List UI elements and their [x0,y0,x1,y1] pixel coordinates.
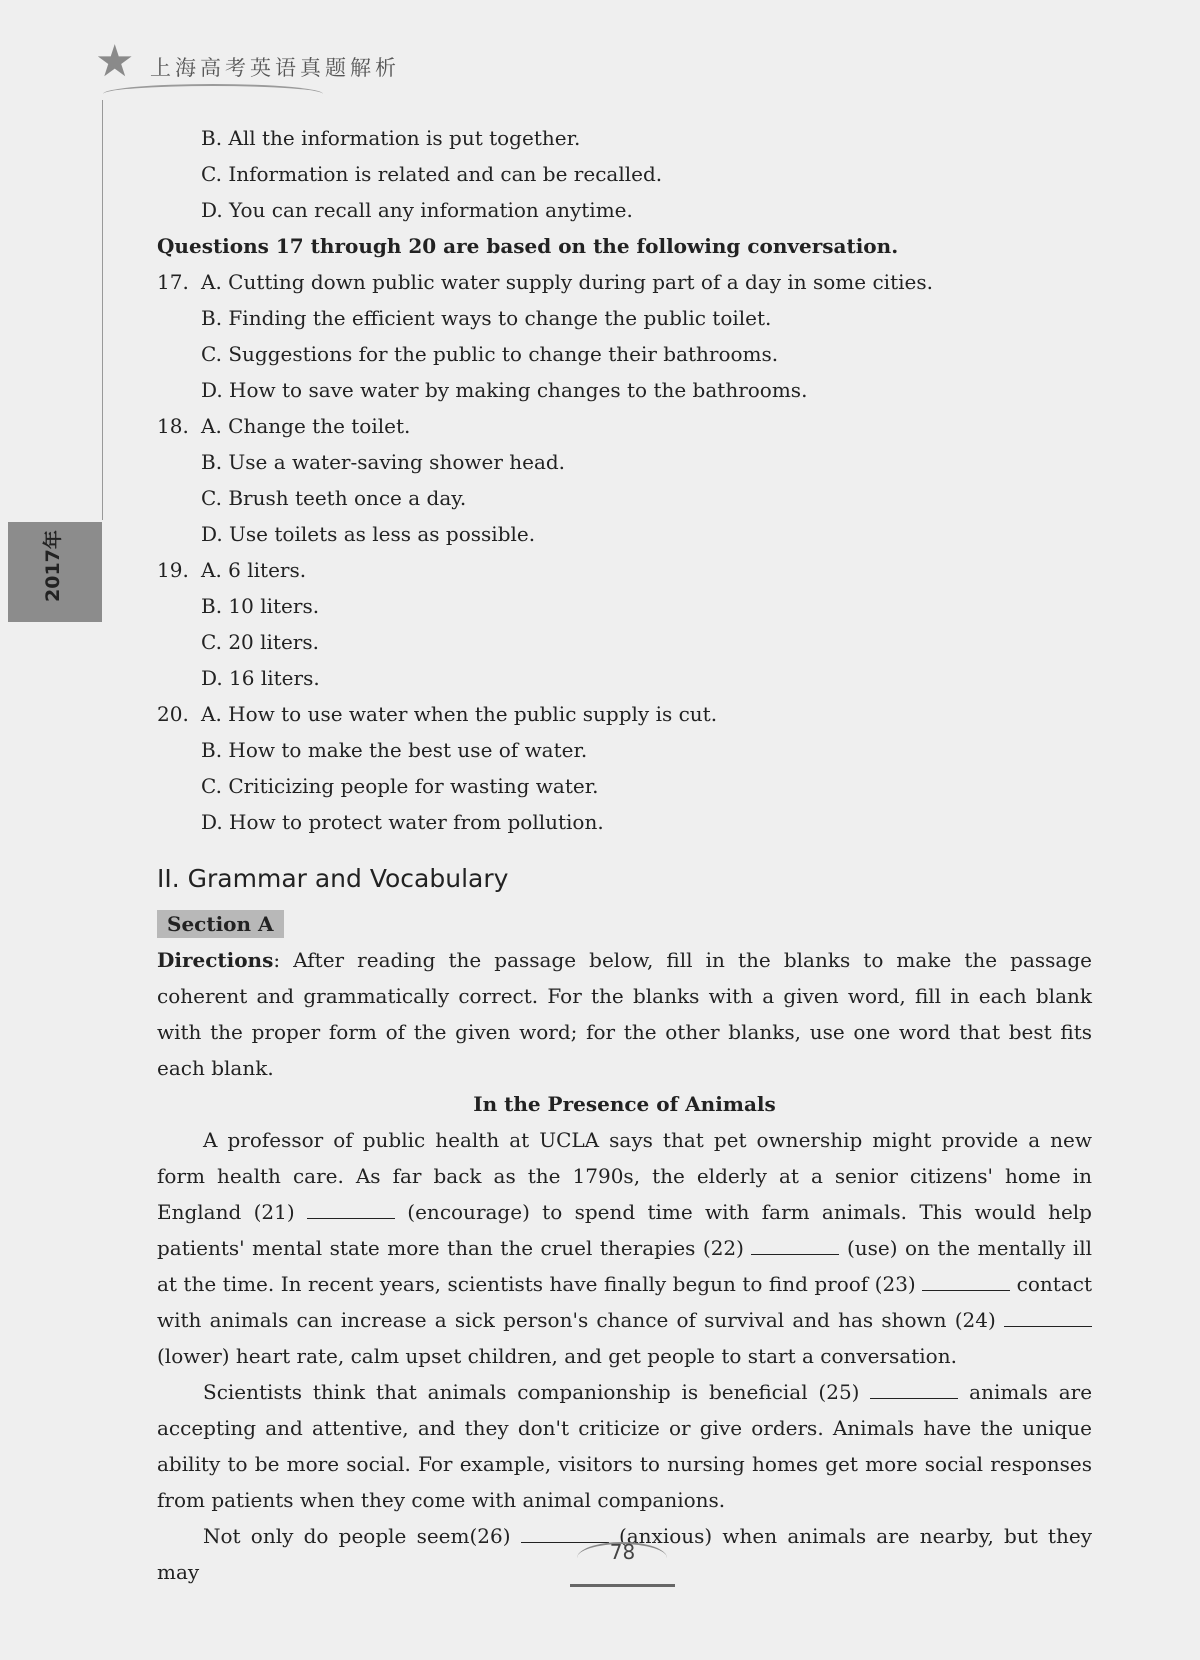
section-title: II. Grammar and Vocabulary [157,864,509,893]
directions-text: : After reading the passage below, fill in the blanks to make the passage coherent and grammatically correct. For the blanks with a given word, fill in each blank with the proper form of the given word; for the other blanks, use one word that best fits each blank. [157,948,1092,1080]
blank-22[interactable] [751,1236,839,1255]
page-footer [565,1540,680,1590]
option-line: B. Finding the efficient ways to change the public toilet. [201,306,772,330]
paragraph-1: A professor of public health at UCLA says that pet ownership might provide a new form health care. As far back as the 1790s, the elderly at a senior citizens' home in England (21) (encourage) to spend time with farm animals. This would help patients' mental state more than the cruel therapies (22) (use) on the mentally ill at the time. In recent years, scientists have finally begun to find proof (23) contact with animals can increase a sick person's chance of survival and has shown (24) (lower) heart rate, calm upset children, and get people to start a conversation. [157,1128,1093,1368]
star-icon: ★ [95,36,135,87]
page-number: 78 [609,1540,636,1564]
option-line: D. 16 liters. [201,666,320,690]
option-line: B. Use a water-saving shower head. [201,450,566,474]
header-swoosh [103,84,323,104]
directions [157,942,1092,1086]
section-a-badge-wrap [157,906,1092,942]
header-title: 上海高考英语真题解析 [150,56,400,80]
margin-line [102,100,103,520]
option-line: C. 20 liters. [201,630,319,654]
option-line: B. All the information is put together. [201,126,581,150]
option-line: C. Brush teeth once a day. [201,486,467,510]
blank-25[interactable] [870,1380,958,1399]
blank-24[interactable] [1004,1308,1092,1327]
question-line: 18. A. Change the toilet. [157,414,411,438]
option-line: D. How to save water by making changes to the bathrooms. [201,378,808,402]
option-line: D. Use toilets as less as possible. [201,522,536,546]
option-line: C. Suggestions for the public to change their bathrooms. [201,342,779,366]
year-label: 2017年 [42,530,64,602]
paragraph-3: Not only do people seem(26) (anxious) when animals are nearby, but they may [157,1524,1092,1584]
directions-label: Directions [157,948,274,972]
question-line: 19. A. 6 liters. [157,558,307,582]
year-side-tab [8,522,102,622]
option-line: C. Criticizing people for wasting water. [201,774,599,798]
option-line: D. How to protect water from pollution. [201,810,604,834]
page-content [157,120,1092,1590]
passage-title: In the Presence of Animals [473,1092,776,1116]
question-line: 20. A. How to use water when the public supply is cut. [157,702,718,726]
paragraph-2: Scientists think that animals companionship is beneficial (25) animals are accepting and attentive, and they don't criticize or give orders. Animals have the unique ability to be more social. For example, visitors to nursing homes get more social responses from patients when they come with animal companions. [157,1380,1093,1512]
blank-21[interactable] [307,1200,395,1219]
open-book-icon [570,1570,675,1587]
question-line: 17. A. Cutting down public water supply during part of a day in some cities. [157,270,933,294]
option-line: C. Information is related and can be recalled. [201,162,663,186]
conversation-heading: Questions 17 through 20 are based on the following conversation. [157,234,899,258]
page-header [95,36,515,100]
section-a-badge: Section A [157,910,284,938]
blank-23[interactable] [922,1272,1010,1291]
option-line: B. 10 liters. [201,594,320,618]
option-line: D. You can recall any information anytime. [201,198,633,222]
option-line: B. How to make the best use of water. [201,738,588,762]
